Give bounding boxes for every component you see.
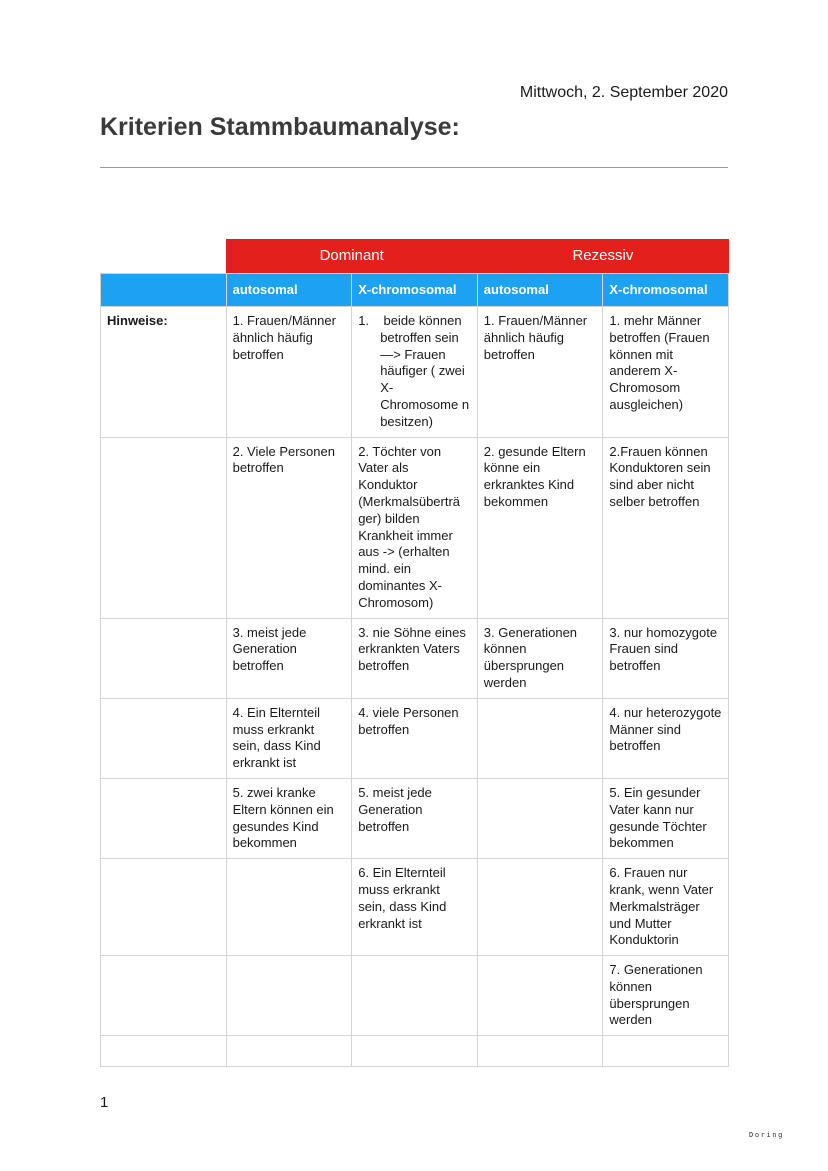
table-cell: 5. zwei kranke Eltern können ein gesundes Kind bekommen <box>226 778 352 858</box>
table-cell: 2. Töchter von Vater als Konduktor (Merkmalsüberträ ger) bilden Krankheit immer aus -> (erhalten mind. ein dominantes X-Chromosom) <box>352 437 478 618</box>
table-cell: 1. Frauen/Männer ähnlich häufig betroffen <box>226 307 352 438</box>
table-row-empty <box>101 1036 729 1067</box>
dominant-header: Dominant <box>226 239 477 274</box>
table-cell <box>477 859 603 956</box>
table-row <box>101 437 729 618</box>
signature: Doring <box>749 1131 784 1139</box>
table-cell <box>352 956 478 1036</box>
page-title: Kriterien Stammbaumanalyse: <box>100 113 460 141</box>
recessive-header: Rezessiv <box>477 239 728 274</box>
row-label-cell <box>101 778 227 858</box>
table-cell: 5. meist jede Generation betroffen <box>352 778 478 858</box>
table-cell <box>477 698 603 778</box>
table-cell: 6. Frauen nur krank, wenn Vater Merkmalsträger und Mutter Konduktorin <box>603 859 729 956</box>
table-cell <box>226 1036 352 1067</box>
title-divider <box>100 167 728 168</box>
row-label-cell <box>101 859 227 956</box>
group-header-row <box>101 239 729 274</box>
row-label-cell <box>101 956 227 1036</box>
table-cell: 7. Generationen können übersprungen werden <box>603 956 729 1036</box>
table-cell: 1. mehr Männer betroffen (Frauen können mit anderem X-Chromosom ausgleichen) <box>603 307 729 438</box>
subheader-recessive-x-chromosomal: X-chromosomal <box>603 274 729 307</box>
table-cell <box>226 956 352 1036</box>
table-cell <box>477 956 603 1036</box>
table-cell <box>477 778 603 858</box>
subheader-dominant-autosomal: autosomal <box>226 274 352 307</box>
table-cell: 2. Viele Personen betroffen <box>226 437 352 618</box>
row-label-cell <box>101 1036 227 1067</box>
subheader-recessive-autosomal: autosomal <box>477 274 603 307</box>
table-cell: 5. Ein gesunder Vater kann nur gesunde Töchter bekommen <box>603 778 729 858</box>
table-cell: 1. Frauen/Männer ähnlich häufig betroffen <box>477 307 603 438</box>
table-cell: 4. viele Personen betroffen <box>352 698 478 778</box>
table-cell: 2.Frauen können Konduktoren sein sind aber nicht selber betroffen <box>603 437 729 618</box>
table-cell: 3. nur homozygote Frauen sind betroffen <box>603 618 729 698</box>
table-cell <box>352 1036 478 1067</box>
table-row <box>101 778 729 858</box>
table-cell <box>603 1036 729 1067</box>
row-label-cell <box>101 437 227 618</box>
table-row <box>101 307 729 438</box>
row-label-hinweise: Hinweise: <box>101 307 227 438</box>
criteria-table <box>100 239 729 1067</box>
table-cell: 2. gesunde Eltern könne ein erkranktes Kind bekommen <box>477 437 603 618</box>
table-row <box>101 618 729 698</box>
subheader-row <box>101 274 729 307</box>
table-cell: 3. nie Söhne eines erkrankten Vaters betroffen <box>352 618 478 698</box>
corner-cell <box>101 239 227 274</box>
row-label-cell <box>101 698 227 778</box>
table-row <box>101 859 729 956</box>
subheader-label-cell <box>101 274 227 307</box>
table-cell: 6. Ein Elternteil muss erkrankt sein, dass Kind erkrankt ist <box>352 859 478 956</box>
table-cell <box>226 859 352 956</box>
table-cell: 4. Ein Elternteil muss erkrankt sein, dass Kind erkrankt ist <box>226 698 352 778</box>
document-date: Mittwoch, 2. September 2020 <box>519 84 728 101</box>
table-cell: 1. beide können betroffen sein —> Frauen häufiger ( zwei X-Chromosome n besitzen) <box>352 307 478 438</box>
row-label-cell <box>101 618 227 698</box>
table-row <box>101 698 729 778</box>
table-cell <box>477 1036 603 1067</box>
page-number: 1 <box>100 1094 109 1111</box>
table-cell: 3. meist jede Generation betroffen <box>226 618 352 698</box>
table-cell: 3. Generationen können übersprungen werden <box>477 618 603 698</box>
table-cell: 4. nur heterozygote Männer sind betroffen <box>603 698 729 778</box>
table-row <box>101 956 729 1036</box>
subheader-dominant-x-chromosomal: X-chromosomal <box>352 274 478 307</box>
